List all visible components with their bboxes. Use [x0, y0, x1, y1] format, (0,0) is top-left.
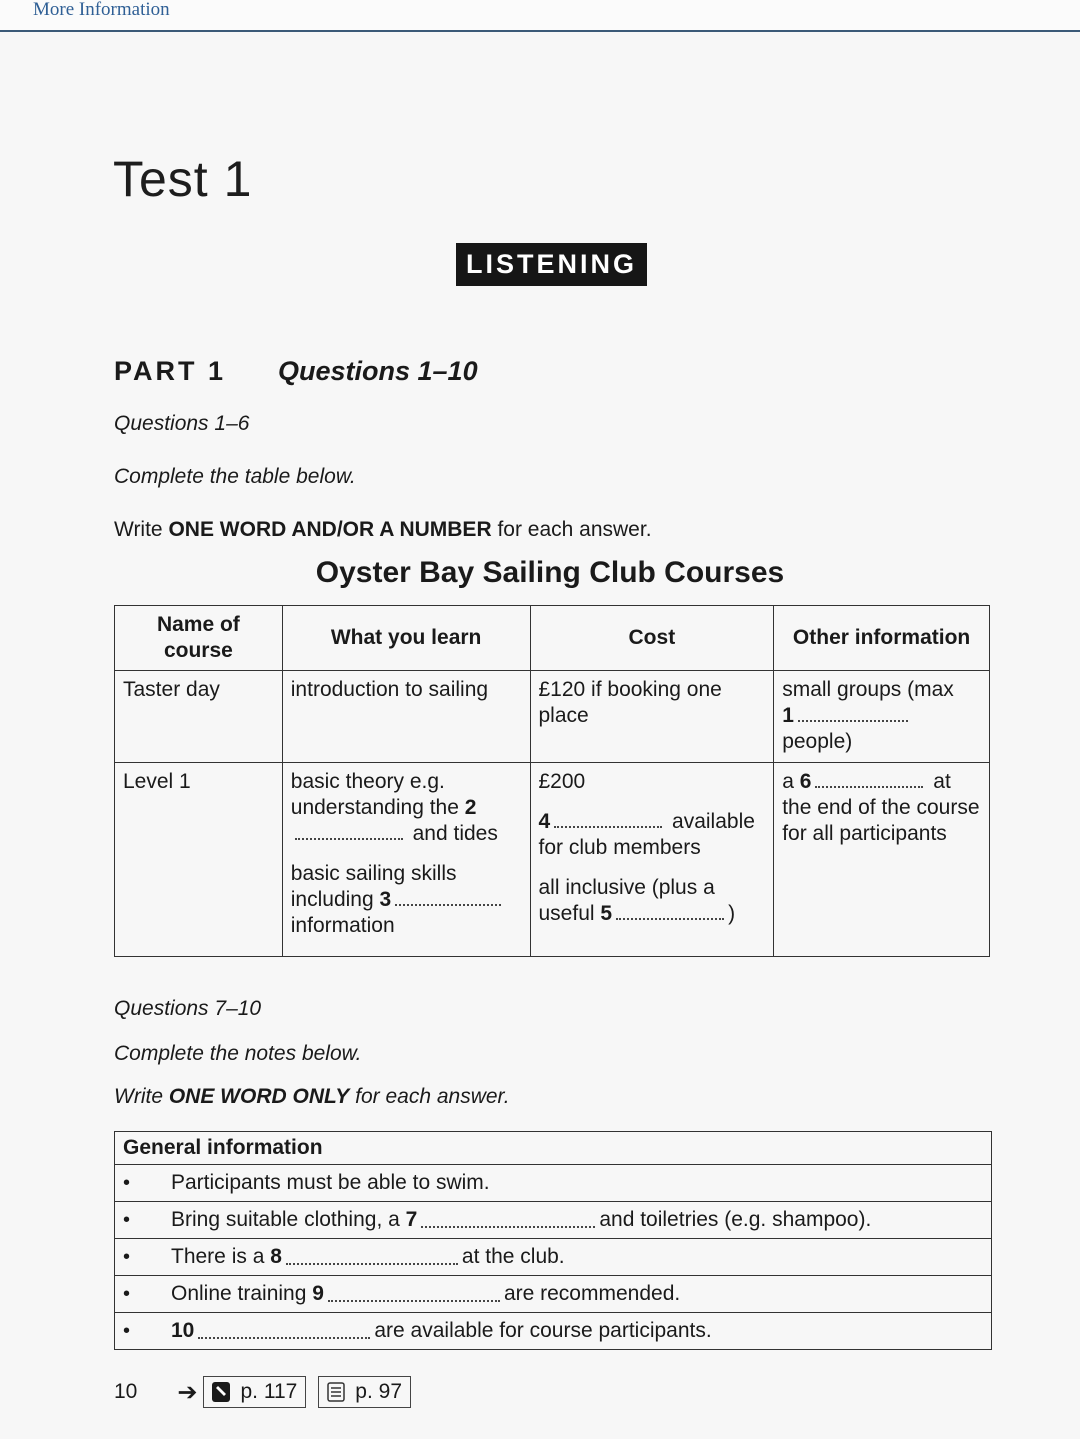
table-title: Oyster Bay Sailing Club Courses	[315, 556, 785, 589]
text: people)	[782, 730, 853, 753]
questions-1-6-instruction: Complete the table below.	[114, 465, 356, 488]
spacer	[539, 861, 766, 875]
transcript-reference[interactable]	[318, 1376, 411, 1408]
part-label: PART 1	[114, 356, 227, 386]
text: a	[782, 770, 794, 793]
cell-other	[774, 671, 990, 763]
notes-heading: General information	[115, 1132, 991, 1165]
text: Bring suitable clothing, a	[171, 1208, 400, 1231]
question-number: 8	[270, 1245, 282, 1268]
cell-cost: £120 if booking one place	[530, 671, 774, 763]
text: Online training	[171, 1282, 307, 1305]
table-row	[115, 763, 990, 957]
text: small groups (max	[782, 678, 954, 701]
section-label: LISTENING	[456, 243, 647, 286]
write-prefix: Write	[114, 518, 169, 541]
answer-blank-5[interactable]	[616, 904, 724, 920]
list-item	[115, 1165, 991, 1202]
write-suffix: for each answer.	[349, 1085, 510, 1108]
question-number: 3	[379, 888, 392, 911]
cell-other	[774, 763, 990, 957]
text: and toiletries (e.g. shampoo).	[599, 1208, 872, 1231]
answer-blank-8[interactable]	[286, 1249, 458, 1265]
list-item	[115, 1276, 991, 1313]
text: There is a	[171, 1245, 265, 1268]
write-bold: ONE WORD ONLY	[168, 1085, 350, 1108]
answer-key-icon	[212, 1382, 230, 1402]
list-item	[115, 1202, 991, 1239]
text: information	[290, 914, 395, 937]
courses-table	[114, 605, 990, 957]
text: are available for course participants.	[374, 1319, 712, 1342]
top-bar	[0, 0, 1080, 32]
notes-box	[114, 1131, 992, 1350]
answer-blank-1[interactable]	[798, 706, 908, 722]
list-item	[115, 1313, 991, 1349]
questions-7-10-instruction: Complete the notes below.	[114, 1042, 362, 1065]
text: available for club members	[538, 810, 755, 859]
answer-key-reference[interactable]	[203, 1376, 306, 1408]
question-number: 5	[600, 902, 613, 925]
header-what-you-learn: What you learn	[282, 606, 530, 671]
answer-blank-10[interactable]	[198, 1323, 370, 1339]
question-number: 1	[782, 704, 794, 727]
header-cost: Cost	[530, 606, 774, 671]
cell-cost	[530, 763, 774, 957]
bullet: •	[123, 1319, 131, 1342]
answer-blank-2[interactable]	[295, 824, 403, 840]
text: at the end of the course for all participants	[782, 770, 980, 845]
arrow-right-icon: ➔	[177, 1378, 198, 1406]
question-number: 6	[799, 770, 812, 793]
text: all inclusive (plus a useful	[538, 876, 715, 925]
header-other-information: Other information	[774, 606, 990, 671]
answer-blank-7[interactable]	[421, 1212, 595, 1228]
write-bold: ONE WORD AND/OR A NUMBER	[168, 518, 492, 541]
questions-1-6-write	[114, 518, 652, 542]
bullet: •	[123, 1171, 131, 1194]
page-title: Test 1	[113, 151, 253, 207]
cell-learn	[282, 763, 530, 957]
write-prefix: Write	[114, 1085, 169, 1108]
write-suffix: for each answer.	[491, 518, 652, 541]
text: )	[728, 902, 736, 925]
question-number: 7	[405, 1208, 418, 1231]
header-name-of-course: Name of course	[115, 606, 283, 671]
question-number: 10	[171, 1319, 195, 1342]
answer-blank-4[interactable]	[554, 812, 662, 828]
text: at the club.	[461, 1245, 565, 1268]
questions-1-6-heading: Questions 1–6	[114, 412, 250, 435]
cell-course-name: Taster day	[115, 671, 283, 763]
bullet: •	[123, 1208, 131, 1231]
spacer	[291, 847, 522, 861]
list-item	[115, 1239, 991, 1276]
page-number: 10	[114, 1380, 138, 1403]
page-footer	[114, 1376, 411, 1408]
text: are recommended.	[503, 1282, 681, 1305]
questions-7-10-heading: Questions 7–10	[114, 997, 262, 1020]
question-number: 4	[538, 810, 551, 833]
more-information-link[interactable]: More Information	[33, 0, 170, 20]
reference-text: p. 97	[355, 1380, 403, 1403]
text: basic sailing skills including	[290, 862, 457, 911]
text: and tides	[412, 822, 498, 845]
cell-learn: introduction to sailing	[282, 671, 530, 763]
spacer	[539, 795, 766, 809]
text: basic theory e.g. understanding the	[290, 770, 459, 819]
text: £200	[538, 770, 586, 793]
table-header-row	[115, 606, 990, 671]
bullet: •	[123, 1282, 131, 1305]
bullet: •	[123, 1245, 131, 1268]
answer-blank-6[interactable]	[815, 772, 923, 788]
transcript-icon	[327, 1382, 345, 1402]
question-number: 9	[312, 1282, 324, 1305]
reference-text: p. 117	[240, 1380, 298, 1403]
answer-blank-9[interactable]	[328, 1286, 500, 1302]
question-number: 2	[464, 796, 477, 819]
table-row	[115, 671, 990, 763]
questions-7-10-write	[114, 1085, 510, 1109]
text: Participants must be able to swim.	[171, 1171, 490, 1194]
part-questions: Questions 1–10	[278, 356, 478, 386]
cell-course-name: Level 1	[115, 763, 283, 957]
answer-blank-3[interactable]	[395, 890, 501, 906]
